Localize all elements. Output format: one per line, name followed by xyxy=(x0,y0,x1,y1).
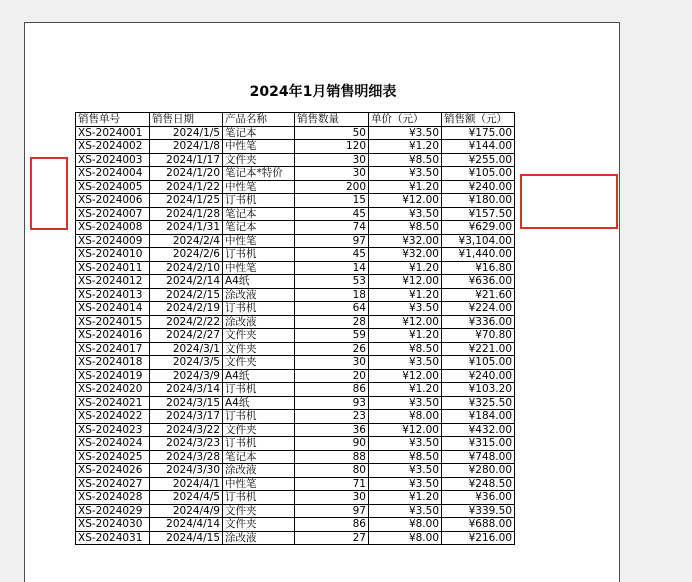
cell-unit-price[interactable]: ¥3.50 xyxy=(369,167,442,181)
cell-product[interactable]: 订书机 xyxy=(223,302,295,316)
cell-product[interactable]: 涂改液 xyxy=(223,315,295,329)
table-row xyxy=(76,221,515,235)
cell-date[interactable]: 2024/3/22 xyxy=(150,423,223,437)
cell-amount[interactable]: ¥70.80 xyxy=(442,329,515,343)
cell-amount[interactable]: ¥325.50 xyxy=(442,396,515,410)
cell-unit-price[interactable]: ¥8.00 xyxy=(369,518,442,532)
cell-product[interactable]: A4纸 xyxy=(223,275,295,289)
cell-quantity[interactable]: 97 xyxy=(295,504,369,518)
cell-amount[interactable]: ¥105.00 xyxy=(442,356,515,370)
cell-order-id[interactable]: XS-2024031 xyxy=(76,531,150,545)
cell-product[interactable]: 文件夹 xyxy=(223,329,295,343)
cell-product[interactable]: 中性笔 xyxy=(223,180,295,194)
cell-product[interactable]: 笔记本 xyxy=(223,207,295,221)
cell-date[interactable]: 2024/1/5 xyxy=(150,126,223,140)
sales-table xyxy=(75,112,515,545)
cell-date[interactable]: 2024/3/15 xyxy=(150,396,223,410)
cell-quantity[interactable]: 20 xyxy=(295,369,369,383)
cell-product[interactable]: 涂改液 xyxy=(223,531,295,545)
cell-date[interactable]: 2024/1/25 xyxy=(150,194,223,208)
cell-unit-price[interactable]: ¥1.20 xyxy=(369,491,442,505)
cell-date[interactable]: 2024/1/8 xyxy=(150,140,223,154)
cell-date[interactable]: 2024/2/6 xyxy=(150,248,223,262)
table-row xyxy=(76,410,515,424)
cell-quantity[interactable]: 86 xyxy=(295,518,369,532)
cell-product[interactable]: 中性笔 xyxy=(223,477,295,491)
col-header-unit-price[interactable]: 单价（元） xyxy=(369,113,442,127)
cell-date[interactable]: 2024/3/9 xyxy=(150,369,223,383)
cell-amount[interactable]: ¥1,440.00 xyxy=(442,248,515,262)
cell-order-id[interactable]: XS-2024016 xyxy=(76,329,150,343)
cell-quantity[interactable]: 53 xyxy=(295,275,369,289)
cell-date[interactable]: 2024/2/15 xyxy=(150,288,223,302)
cell-order-id[interactable]: XS-2024019 xyxy=(76,369,150,383)
print-preview-page xyxy=(24,22,620,582)
col-header-date[interactable]: 销售日期 xyxy=(150,113,223,127)
table-row xyxy=(76,518,515,532)
cell-product[interactable]: 文件夹 xyxy=(223,356,295,370)
table-row xyxy=(76,302,515,316)
cell-unit-price[interactable]: ¥1.20 xyxy=(369,261,442,275)
cell-product[interactable]: 订书机 xyxy=(223,410,295,424)
table-row xyxy=(76,356,515,370)
cell-unit-price[interactable]: ¥8.00 xyxy=(369,531,442,545)
cell-order-id[interactable]: XS-2024006 xyxy=(76,194,150,208)
cell-amount[interactable]: ¥221.00 xyxy=(442,342,515,356)
cell-quantity[interactable]: 120 xyxy=(295,140,369,154)
cell-unit-price[interactable]: ¥1.20 xyxy=(369,329,442,343)
cell-order-id[interactable]: XS-2024027 xyxy=(76,477,150,491)
cell-unit-price[interactable]: ¥1.20 xyxy=(369,180,442,194)
cell-order-id[interactable]: XS-2024030 xyxy=(76,518,150,532)
cell-date[interactable]: 2024/4/9 xyxy=(150,504,223,518)
cell-order-id[interactable]: XS-2024010 xyxy=(76,248,150,262)
table-row xyxy=(76,504,515,518)
table-row xyxy=(76,248,515,262)
cell-product[interactable]: 文件夹 xyxy=(223,342,295,356)
highlight-box-right xyxy=(520,174,618,229)
cell-order-id[interactable]: XS-2024009 xyxy=(76,234,150,248)
cell-unit-price[interactable]: ¥1.20 xyxy=(369,383,442,397)
table-row xyxy=(76,396,515,410)
cell-order-id[interactable]: XS-2024024 xyxy=(76,437,150,451)
cell-amount[interactable]: ¥175.00 xyxy=(442,126,515,140)
cell-amount[interactable]: ¥255.00 xyxy=(442,153,515,167)
table-row xyxy=(76,275,515,289)
cell-unit-price[interactable]: ¥1.20 xyxy=(369,140,442,154)
cell-quantity[interactable]: 50 xyxy=(295,126,369,140)
cell-unit-price[interactable]: ¥12.00 xyxy=(369,194,442,208)
cell-order-id[interactable]: XS-2024001 xyxy=(76,126,150,140)
cell-amount[interactable]: ¥144.00 xyxy=(442,140,515,154)
col-header-order-id[interactable]: 销售单号 xyxy=(76,113,150,127)
cell-order-id[interactable]: XS-2024022 xyxy=(76,410,150,424)
cell-unit-price[interactable]: ¥8.50 xyxy=(369,342,442,356)
cell-order-id[interactable]: XS-2024018 xyxy=(76,356,150,370)
cell-product[interactable]: 中性笔 xyxy=(223,261,295,275)
table-row xyxy=(76,491,515,505)
cell-product[interactable]: 文件夹 xyxy=(223,518,295,532)
cell-amount[interactable]: ¥184.00 xyxy=(442,410,515,424)
cell-amount[interactable]: ¥103.20 xyxy=(442,383,515,397)
highlight-box-left xyxy=(30,157,68,230)
table-row xyxy=(76,194,515,208)
cell-date[interactable]: 2024/3/28 xyxy=(150,450,223,464)
cell-amount[interactable]: ¥240.00 xyxy=(442,369,515,383)
table-row xyxy=(76,464,515,478)
table-row xyxy=(76,329,515,343)
cell-order-id[interactable]: XS-2024005 xyxy=(76,180,150,194)
cell-order-id[interactable]: XS-2024014 xyxy=(76,302,150,316)
cell-date[interactable]: 2024/3/1 xyxy=(150,342,223,356)
cell-date[interactable]: 2024/1/17 xyxy=(150,153,223,167)
cell-quantity[interactable]: 36 xyxy=(295,423,369,437)
table-row xyxy=(76,153,515,167)
cell-product[interactable]: 文件夹 xyxy=(223,504,295,518)
cell-date[interactable]: 2024/3/23 xyxy=(150,437,223,451)
table-row xyxy=(76,180,515,194)
cell-quantity[interactable]: 74 xyxy=(295,221,369,235)
table-row xyxy=(76,477,515,491)
table-row xyxy=(76,315,515,329)
cell-unit-price[interactable]: ¥3.50 xyxy=(369,437,442,451)
cell-date[interactable]: 2024/1/28 xyxy=(150,207,223,221)
cell-quantity[interactable]: 27 xyxy=(295,531,369,545)
cell-date[interactable]: 2024/2/10 xyxy=(150,261,223,275)
cell-quantity[interactable]: 23 xyxy=(295,410,369,424)
cell-quantity[interactable]: 26 xyxy=(295,342,369,356)
cell-date[interactable]: 2024/2/14 xyxy=(150,275,223,289)
cell-product[interactable]: 涂改液 xyxy=(223,464,295,478)
cell-product[interactable]: 文件夹 xyxy=(223,153,295,167)
col-header-quantity[interactable]: 销售数量 xyxy=(295,113,369,127)
cell-amount[interactable]: ¥216.00 xyxy=(442,531,515,545)
cell-quantity[interactable]: 64 xyxy=(295,302,369,316)
cell-order-id[interactable]: XS-2024023 xyxy=(76,423,150,437)
cell-product[interactable]: 中性笔 xyxy=(223,140,295,154)
cell-date[interactable]: 2024/1/20 xyxy=(150,167,223,181)
cell-quantity[interactable]: 30 xyxy=(295,491,369,505)
cell-order-id[interactable]: XS-2024011 xyxy=(76,261,150,275)
cell-unit-price[interactable]: ¥3.50 xyxy=(369,302,442,316)
table-row xyxy=(76,383,515,397)
table-row xyxy=(76,167,515,181)
cell-quantity[interactable]: 93 xyxy=(295,396,369,410)
cell-amount[interactable]: ¥315.00 xyxy=(442,437,515,451)
cell-unit-price[interactable]: ¥8.50 xyxy=(369,221,442,235)
cell-unit-price[interactable]: ¥3.50 xyxy=(369,477,442,491)
cell-order-id[interactable]: XS-2024008 xyxy=(76,221,150,235)
cell-quantity[interactable]: 28 xyxy=(295,315,369,329)
cell-product[interactable]: A4纸 xyxy=(223,369,295,383)
cell-product[interactable]: 订书机 xyxy=(223,248,295,262)
cell-unit-price[interactable]: ¥3.50 xyxy=(369,464,442,478)
cell-product[interactable]: 笔记本 xyxy=(223,221,295,235)
cell-product[interactable]: 笔记本 xyxy=(223,450,295,464)
cell-unit-price[interactable]: ¥3.50 xyxy=(369,207,442,221)
cell-product[interactable]: 中性笔 xyxy=(223,234,295,248)
cell-date[interactable]: 2024/2/19 xyxy=(150,302,223,316)
cell-amount[interactable]: ¥105.00 xyxy=(442,167,515,181)
cell-amount[interactable]: ¥248.50 xyxy=(442,477,515,491)
cell-date[interactable]: 2024/2/22 xyxy=(150,315,223,329)
cell-unit-price[interactable]: ¥8.00 xyxy=(369,410,442,424)
table-row xyxy=(76,369,515,383)
cell-product[interactable]: 订书机 xyxy=(223,491,295,505)
cell-amount[interactable]: ¥339.50 xyxy=(442,504,515,518)
cell-quantity[interactable]: 30 xyxy=(295,153,369,167)
cell-quantity[interactable]: 200 xyxy=(295,180,369,194)
col-header-amount[interactable]: 销售额（元） xyxy=(442,113,515,127)
table-row xyxy=(76,531,515,545)
table-row xyxy=(76,234,515,248)
cell-amount[interactable]: ¥180.00 xyxy=(442,194,515,208)
table-row xyxy=(76,207,515,221)
cell-amount[interactable]: ¥336.00 xyxy=(442,315,515,329)
cell-unit-price[interactable]: ¥8.50 xyxy=(369,153,442,167)
cell-amount[interactable]: ¥224.00 xyxy=(442,302,515,316)
cell-quantity[interactable]: 14 xyxy=(295,261,369,275)
cell-quantity[interactable]: 30 xyxy=(295,356,369,370)
cell-unit-price[interactable]: ¥32.00 xyxy=(369,234,442,248)
cell-quantity[interactable]: 80 xyxy=(295,464,369,478)
table-row xyxy=(76,261,515,275)
cell-amount[interactable]: ¥16.80 xyxy=(442,261,515,275)
cell-amount[interactable]: ¥636.00 xyxy=(442,275,515,289)
cell-date[interactable]: 2024/3/17 xyxy=(150,410,223,424)
col-header-product[interactable]: 产品名称 xyxy=(223,113,295,127)
cell-quantity[interactable]: 45 xyxy=(295,248,369,262)
cell-date[interactable]: 2024/4/15 xyxy=(150,531,223,545)
cell-product[interactable]: A4纸 xyxy=(223,396,295,410)
cell-date[interactable]: 2024/4/14 xyxy=(150,518,223,532)
cell-order-id[interactable]: XS-2024012 xyxy=(76,275,150,289)
cell-quantity[interactable]: 15 xyxy=(295,194,369,208)
cell-order-id[interactable]: XS-2024002 xyxy=(76,140,150,154)
cell-quantity[interactable]: 71 xyxy=(295,477,369,491)
cell-amount[interactable]: ¥748.00 xyxy=(442,450,515,464)
cell-product[interactable]: 涂改液 xyxy=(223,288,295,302)
cell-quantity[interactable]: 90 xyxy=(295,437,369,451)
table-row xyxy=(76,423,515,437)
cell-product[interactable]: 订书机 xyxy=(223,437,295,451)
cell-order-id[interactable]: XS-2024015 xyxy=(76,315,150,329)
cell-amount[interactable]: ¥432.00 xyxy=(442,423,515,437)
cell-unit-price[interactable]: ¥32.00 xyxy=(369,248,442,262)
cell-quantity[interactable]: 30 xyxy=(295,167,369,181)
cell-product[interactable]: 笔记本 xyxy=(223,126,295,140)
cell-date[interactable]: 2024/2/27 xyxy=(150,329,223,343)
cell-amount[interactable]: ¥3,104.00 xyxy=(442,234,515,248)
cell-order-id[interactable]: XS-2024021 xyxy=(76,396,150,410)
cell-date[interactable]: 2024/1/31 xyxy=(150,221,223,235)
cell-unit-price[interactable]: ¥12.00 xyxy=(369,275,442,289)
cell-order-id[interactable]: XS-2024017 xyxy=(76,342,150,356)
table-row xyxy=(76,437,515,451)
cell-date[interactable]: 2024/3/14 xyxy=(150,383,223,397)
cell-amount[interactable]: ¥280.00 xyxy=(442,464,515,478)
table-row xyxy=(76,450,515,464)
cell-date[interactable]: 2024/4/5 xyxy=(150,491,223,505)
cell-order-id[interactable]: XS-2024004 xyxy=(76,167,150,181)
table-row xyxy=(76,288,515,302)
cell-order-id[interactable]: XS-2024029 xyxy=(76,504,150,518)
cell-unit-price[interactable]: ¥1.20 xyxy=(369,288,442,302)
table-row xyxy=(76,140,515,154)
cell-product[interactable]: 订书机 xyxy=(223,383,295,397)
cell-order-id[interactable]: XS-2024025 xyxy=(76,450,150,464)
table-header-row xyxy=(76,113,515,127)
cell-unit-price[interactable]: ¥12.00 xyxy=(369,369,442,383)
cell-unit-price[interactable]: ¥8.50 xyxy=(369,450,442,464)
cell-date[interactable]: 2024/3/5 xyxy=(150,356,223,370)
cell-order-id[interactable]: XS-2024020 xyxy=(76,383,150,397)
table-row xyxy=(76,126,515,140)
cell-unit-price[interactable]: ¥3.50 xyxy=(369,504,442,518)
cell-amount[interactable]: ¥21.60 xyxy=(442,288,515,302)
table-row xyxy=(76,342,515,356)
cell-unit-price[interactable]: ¥3.50 xyxy=(369,356,442,370)
cell-quantity[interactable]: 86 xyxy=(295,383,369,397)
cell-amount[interactable]: ¥629.00 xyxy=(442,221,515,235)
cell-date[interactable]: 2024/1/22 xyxy=(150,180,223,194)
cell-amount[interactable]: ¥36.00 xyxy=(442,491,515,505)
sheet-title: 2024年1月销售明细表 xyxy=(249,84,397,100)
cell-quantity[interactable]: 45 xyxy=(295,207,369,221)
cell-order-id[interactable]: XS-2024028 xyxy=(76,491,150,505)
cell-product[interactable]: 文件夹 xyxy=(223,423,295,437)
cell-quantity[interactable]: 88 xyxy=(295,450,369,464)
cell-quantity[interactable]: 97 xyxy=(295,234,369,248)
cell-date[interactable]: 2024/4/1 xyxy=(150,477,223,491)
cell-unit-price[interactable]: ¥3.50 xyxy=(369,396,442,410)
cell-amount[interactable]: ¥688.00 xyxy=(442,518,515,532)
cell-date[interactable]: 2024/2/4 xyxy=(150,234,223,248)
cell-amount[interactable]: ¥240.00 xyxy=(442,180,515,194)
cell-unit-price[interactable]: ¥3.50 xyxy=(369,126,442,140)
cell-product[interactable]: 订书机 xyxy=(223,194,295,208)
cell-unit-price[interactable]: ¥12.00 xyxy=(369,423,442,437)
cell-product[interactable]: 笔记本*特价 xyxy=(223,167,295,181)
cell-order-id[interactable]: XS-2024007 xyxy=(76,207,150,221)
cell-order-id[interactable]: XS-2024013 xyxy=(76,288,150,302)
cell-order-id[interactable]: XS-2024003 xyxy=(76,153,150,167)
cell-order-id[interactable]: XS-2024026 xyxy=(76,464,150,478)
cell-date[interactable]: 2024/3/30 xyxy=(150,464,223,478)
cell-quantity[interactable]: 18 xyxy=(295,288,369,302)
cell-quantity[interactable]: 59 xyxy=(295,329,369,343)
cell-unit-price[interactable]: ¥12.00 xyxy=(369,315,442,329)
cell-amount[interactable]: ¥157.50 xyxy=(442,207,515,221)
